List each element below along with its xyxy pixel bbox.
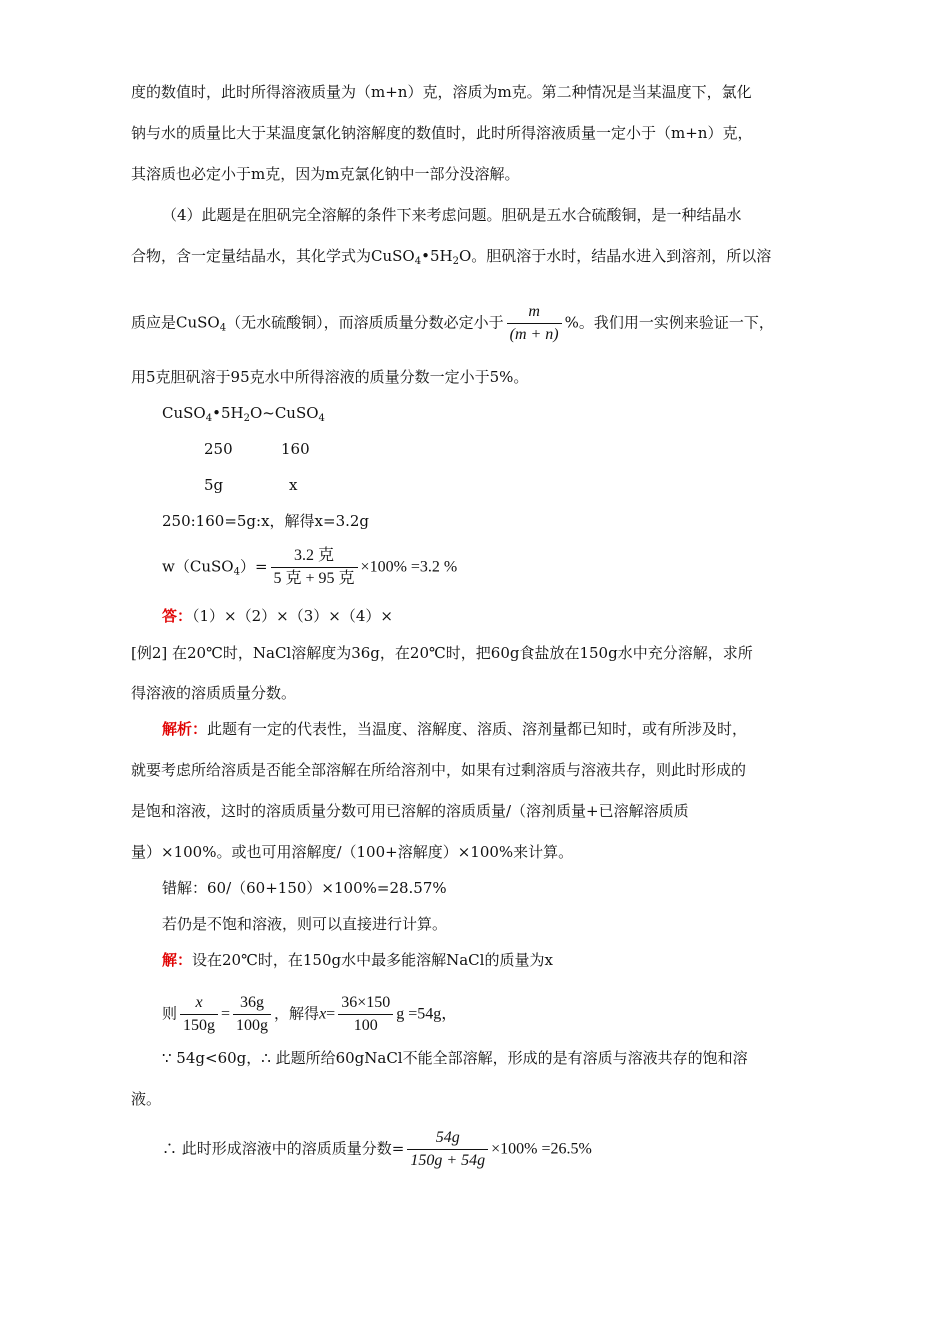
paragraph-line: 若仍是不饱和溶液，则可以直接进行计算。: [162, 915, 448, 933]
paragraph-line: 钠与水的质量比大于某温度氯化钠溶解度的数值时，此时所得溶液质量一定小于（m+n）克，: [131, 124, 753, 142]
paragraph-line: （4）此题是在胆矾完全溶解的条件下来考虑问题。胆矾是五水合硫酸铜，是一种结晶水: [162, 206, 742, 224]
solution-equation: 则 $\frac{x}{150g}$ = $\frac{36g}{100g}$ ，解得x= $\frac{36\times 150}{100}$ g =54g，: [162, 994, 458, 1034]
fraction: $\frac{54g}{150g + 54g}$: [407, 1128, 488, 1171]
analysis-line: 量）×100%。或也可用溶解度/（100+溶解度）×100%来计算。: [131, 843, 574, 861]
analysis-line: 解析：此题有一定的代表性，当温度、溶解度、溶质、溶剂量都已知时，或有所涉及时，: [162, 720, 748, 738]
because-line: 液。: [131, 1090, 162, 1108]
fraction: $\frac{m}{(m + n)}$: [507, 302, 562, 345]
paragraph-line: 其溶质也必定小于m克，因为m克氯化钠中一部分没溶解。: [131, 165, 520, 183]
molar-mass-value: 160: [281, 440, 310, 458]
analysis-line: 就要考虑所给溶质是否能全部溶解在所给溶剂中，如果有过剩溶质与溶液共存，则此时形成的: [131, 761, 747, 779]
paragraph-line-with-fraction: 质应是CuSO$_4$（无水硫酸铜），而溶质质量分数必定小于 $\frac{m}{(m + n)}$ %。我们用一实例来验证一下，: [131, 303, 774, 343]
mass-fraction-equation: w（CuSO$_4$）= $\frac{\text{3.2 克}}{\text{5 克 + 95 克}}$ ×100% =3.2 %: [162, 547, 458, 587]
solution-line: 解：设在20℃时，在150g水中最多能溶解NaCl的质量为x: [162, 951, 553, 969]
fraction: $\frac{36\times 150}{100}$: [338, 993, 393, 1036]
analysis-label: 解析：: [162, 720, 208, 738]
mass-value: 5g: [204, 476, 224, 494]
fraction: $\frac{36g}{100g}$: [233, 993, 271, 1036]
paragraph-line: 度的数值时，此时所得溶液质量为（m+n）克，溶质为m克。第二种情况是当某温度下，氯化: [131, 83, 752, 101]
mass-value: x: [289, 476, 298, 494]
paragraph-line: 用5克胆矾溶于95克水中所得溶液的质量分数一定小于5%。: [131, 368, 529, 386]
solution-label: 解：: [162, 951, 193, 969]
answer-line: 答：（1）×（2）×（3）×（4）×: [162, 607, 393, 625]
answer-label: 答：: [162, 607, 193, 625]
wrong-solution-line: 错解：60/（60+150）×100%=28.57%: [162, 879, 447, 897]
because-line: ∵ 54g<60g，∴ 此题所给60gNaCl不能全部溶解，形成的是有溶质与溶液共存的饱和溶: [162, 1049, 748, 1067]
paragraph-line: 合物，含一定量结晶水，其化学式为$CuSO_4•5H_2O$。胆矾溶于水时，结晶水进入到溶剂，所以溶: [131, 247, 772, 267]
ratio-equation: 250:160=5g:x，解得x=3.2g: [162, 512, 370, 530]
fraction: $\frac{\text{3.2 克}}{\text{5 克 + 95 克}}$: [271, 546, 358, 589]
example-question-line: 得溶液的溶质质量分数。: [131, 684, 297, 702]
fraction: $\frac{x}{150g}$: [180, 993, 218, 1036]
example-question-line: [例2] 在20℃时，NaCl溶解度为36g，在20℃时，把60g食盐放在150g水中充分溶解，求所: [131, 644, 753, 662]
final-equation: ∴ 此时形成溶液中的溶质质量分数= $\frac{54g}{150g + 54g}$ ×100% =26.5%: [162, 1129, 592, 1169]
chemical-equation: $CuSO_4•5H_2O\sim CuSO_4$: [162, 404, 325, 424]
molar-mass-value: 250: [204, 440, 233, 458]
analysis-line: 是饱和溶液，这时的溶质质量分数可用已溶解的溶质质量/（溶剂质量+已溶解溶质质: [131, 802, 689, 820]
